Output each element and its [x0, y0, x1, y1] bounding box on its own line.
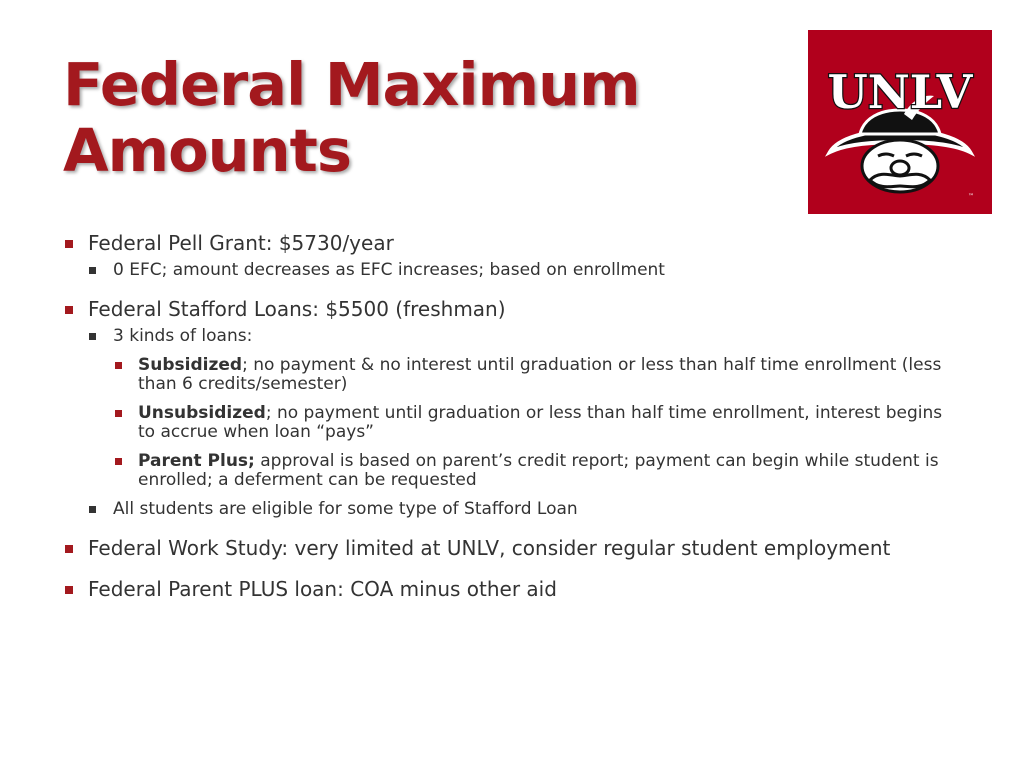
- square-bullet-icon: [115, 458, 122, 465]
- rebel-mascot-logo-icon: [808, 30, 992, 214]
- sub-bullet-text: 3 kinds of loans:: [113, 326, 253, 346]
- square-bullet-icon: [115, 362, 122, 369]
- loan-type-term: Subsidized: [138, 355, 243, 375]
- loan-type-description: ; no payment until graduation or less than half time enrollment, interest begins to accrue when loan “pays”: [138, 403, 943, 442]
- slide-body: [63, 232, 963, 601]
- bullet-pell-grant: [63, 232, 963, 280]
- bullet-text: Federal Stafford Loans: $5500 (freshman): [88, 297, 506, 321]
- bullet-parent-plus-loan: [63, 578, 963, 601]
- sub-bullet-text: 0 EFC; amount decreases as EFC increases; based on enrollment: [113, 260, 665, 280]
- bullet-text: Federal Parent PLUS loan: COA minus other aid: [88, 577, 557, 601]
- square-bullet-icon: [89, 506, 96, 513]
- sub-bullet-list: [88, 326, 963, 519]
- sub-bullet-text: All students are eligible for some type of Stafford Loan: [113, 499, 578, 519]
- square-bullet-icon: [65, 306, 73, 314]
- loan-type-description: ; no payment & no interest until graduation or less than half time enrollment (less than 6 credits/semester): [138, 355, 942, 394]
- slide-title-line-2: Amounts: [63, 116, 351, 185]
- bullet-work-study: [63, 537, 963, 560]
- bullet-text: Federal Pell Grant: $5730/year: [88, 231, 394, 255]
- unlv-logo: [808, 30, 992, 214]
- square-bullet-icon: [89, 267, 96, 274]
- sub-bullet-kinds-of-loans: [88, 326, 963, 490]
- sub-bullet-list: [88, 260, 963, 280]
- square-bullet-icon: [65, 240, 73, 248]
- bullet-text: Federal Work Study: very limited at UNLV, consider regular student employment: [88, 536, 891, 560]
- square-bullet-icon: [65, 545, 73, 553]
- loan-type-unsubsidized: [113, 404, 963, 442]
- square-bullet-icon: [89, 333, 96, 340]
- logo-trademark: ™: [968, 193, 974, 200]
- loan-type-subsidized: [113, 356, 963, 394]
- sub-bullet-eligibility: [88, 499, 963, 519]
- bullet-list: [63, 232, 963, 601]
- square-bullet-icon: [115, 410, 122, 417]
- loan-type-parent-plus: [113, 452, 963, 490]
- loan-type-term: Parent Plus;: [138, 451, 255, 471]
- loan-type-list: [113, 356, 963, 490]
- square-bullet-icon: [65, 586, 73, 594]
- loan-type-term: Unsubsidized: [138, 403, 266, 423]
- slide-title-line-1: Federal Maximum: [63, 50, 640, 119]
- logo-wordmark: UNLV: [827, 65, 973, 119]
- loan-type-description: approval is based on parent’s credit report; payment can begin while student is enrolled; a deferment can be requested: [138, 451, 939, 490]
- bullet-stafford-loans: [63, 298, 963, 519]
- sub-bullet-efc: [88, 260, 963, 280]
- slide-title: [63, 52, 763, 184]
